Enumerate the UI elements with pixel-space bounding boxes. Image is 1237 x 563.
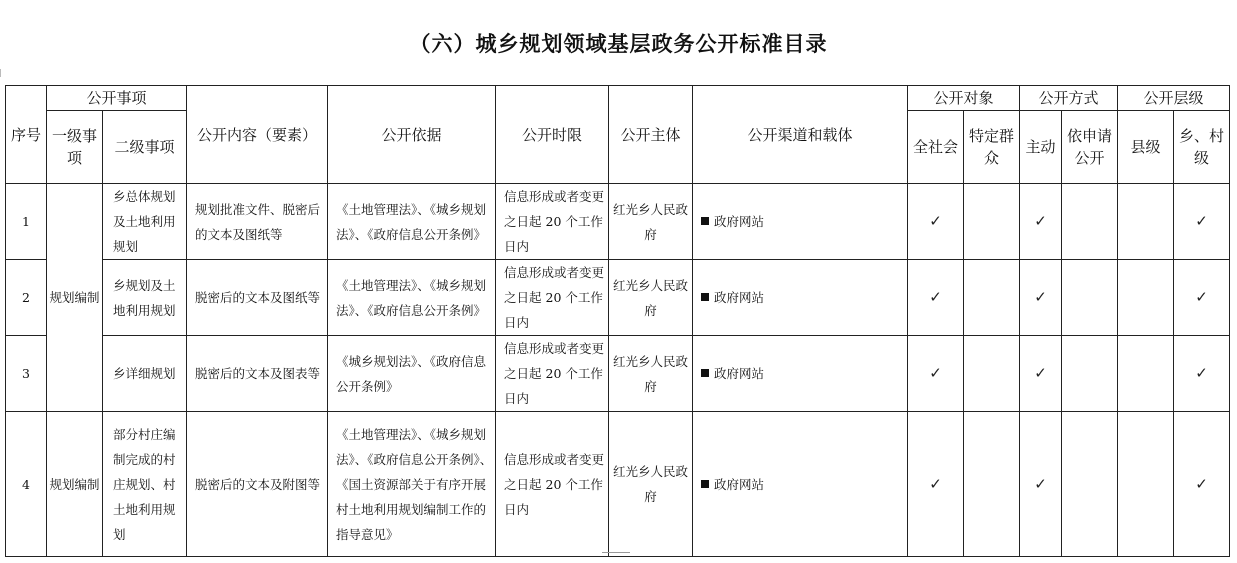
- row-channel: [693, 412, 908, 557]
- check-object-all: ✓: [908, 184, 964, 260]
- table-row: [6, 184, 1230, 260]
- check-level-county: [1118, 260, 1174, 336]
- header-subject: 公开主体: [609, 86, 693, 184]
- check-method-request: [1062, 184, 1118, 260]
- table-row: [6, 260, 1230, 336]
- row-seq: 4: [6, 412, 47, 557]
- row-seq: 1: [6, 184, 47, 260]
- row-channel-label: 政府网站: [714, 290, 765, 305]
- header-method-active: 主动: [1020, 111, 1062, 184]
- check-object-specific: [964, 412, 1020, 557]
- header-object-specific: 特定群众: [964, 111, 1020, 184]
- row-content: 脱密后的文本及图纸等: [187, 260, 328, 336]
- header-method-request: 依申请公开: [1062, 111, 1118, 184]
- page-bottom-marker: [602, 552, 630, 563]
- disclosure-table: [5, 85, 1230, 557]
- bullet-square-icon: [701, 369, 709, 377]
- check-level-township: ✓: [1174, 184, 1230, 260]
- header-seq: 序号: [6, 86, 47, 184]
- check-method-request: [1062, 336, 1118, 412]
- header-level-group: 公开层级: [1118, 86, 1230, 111]
- row-time: 信息形成或者变更之日起 20 个工作日内: [496, 412, 609, 557]
- check-level-county: [1118, 412, 1174, 557]
- check-method-active: ✓: [1020, 336, 1062, 412]
- row-channel: [693, 336, 908, 412]
- header-method-group: 公开方式: [1020, 86, 1118, 111]
- row-content: 规划批准文件、脱密后的文本及图纸等: [187, 184, 328, 260]
- check-object-specific: [964, 260, 1020, 336]
- header-time: 公开时限: [496, 86, 609, 184]
- check-object-specific: [964, 184, 1020, 260]
- check-method-active: ✓: [1020, 412, 1062, 557]
- page-title: （六）城乡规划领域基层政务公开标准目录: [409, 31, 828, 57]
- row-level2: 乡规划及土地利用规划: [103, 260, 187, 336]
- row-level1: 规划编制: [47, 412, 103, 557]
- check-object-all: ✓: [908, 260, 964, 336]
- check-level-township: ✓: [1174, 260, 1230, 336]
- check-object-all: ✓: [908, 412, 964, 557]
- row-time: 信息形成或者变更之日起 20 个工作日内: [496, 184, 609, 260]
- row-basis: 《城乡规划法》、《政府信息公开条例》: [328, 336, 496, 412]
- row-channel: [693, 184, 908, 260]
- row-channel-label: 政府网站: [714, 476, 765, 492]
- check-object-all: ✓: [908, 336, 964, 412]
- row-basis: 《土地管理法》、《城乡规划法》、《政府信息公开条例》: [328, 184, 496, 260]
- row-seq: 2: [6, 260, 47, 336]
- row-time: 信息形成或者变更之日起 20 个工作日内: [496, 260, 609, 336]
- table-row: [6, 412, 1230, 557]
- row-level2: 乡总体规划及土地利用规划: [103, 184, 187, 260]
- row-channel-label: 政府网站: [714, 366, 765, 381]
- header-object-group: 公开对象: [908, 86, 1020, 111]
- check-level-township: ✓: [1174, 412, 1230, 557]
- header-content: 公开内容（要素）: [187, 86, 328, 184]
- row-subject: 红光乡人民政府: [609, 336, 693, 412]
- check-level-county: [1118, 184, 1174, 260]
- bullet-square-icon: [701, 480, 709, 488]
- header-level-county: 县级: [1118, 111, 1174, 184]
- check-method-request: [1062, 412, 1118, 557]
- bullet-square-icon: [701, 293, 709, 301]
- header-matter-group: 公开事项: [47, 86, 187, 111]
- row-content: 脱密后的文本及附图等: [187, 412, 328, 557]
- row-channel-label: 政府网站: [714, 214, 765, 229]
- header-level1: 一级事项: [47, 111, 103, 184]
- row-channel: [693, 260, 908, 336]
- table-row: [6, 336, 1230, 412]
- header-basis: 公开依据: [328, 86, 496, 184]
- check-level-county: [1118, 336, 1174, 412]
- row-level2: 乡详细规划: [103, 336, 187, 412]
- header-level2: 二级事项: [103, 111, 187, 184]
- row-time: 信息形成或者变更之日起 20 个工作日内: [496, 336, 609, 412]
- page-edge-marker: [0, 69, 5, 77]
- header-object-all: 全社会: [908, 111, 964, 184]
- row-basis: 《土地管理法》、《城乡规划法》、《政府信息公开条例》: [328, 260, 496, 336]
- bullet-square-icon: [701, 217, 709, 225]
- check-level-township: ✓: [1174, 336, 1230, 412]
- row-level1: 规划编制: [47, 184, 103, 412]
- row-basis: 《土地管理法》、《城乡规划法》、《政府信息公开条例》、《国土资源部关于有序开展村土地利用规划编制工作的指导意见》: [328, 412, 496, 557]
- header-channel: 公开渠道和载体: [693, 86, 908, 184]
- row-subject: 红光乡人民政府: [609, 184, 693, 260]
- row-subject: 红光乡人民政府: [609, 412, 693, 557]
- check-object-specific: [964, 336, 1020, 412]
- row-subject: 红光乡人民政府: [609, 260, 693, 336]
- check-method-active: ✓: [1020, 260, 1062, 336]
- header-level-township: 乡、村级: [1174, 111, 1230, 184]
- row-seq: 3: [6, 336, 47, 412]
- check-method-active: ✓: [1020, 184, 1062, 260]
- row-content: 脱密后的文本及图表等: [187, 336, 328, 412]
- check-method-request: [1062, 260, 1118, 336]
- row-level2: 部分村庄编制完成的村庄规划、村土地利用规划: [103, 412, 187, 557]
